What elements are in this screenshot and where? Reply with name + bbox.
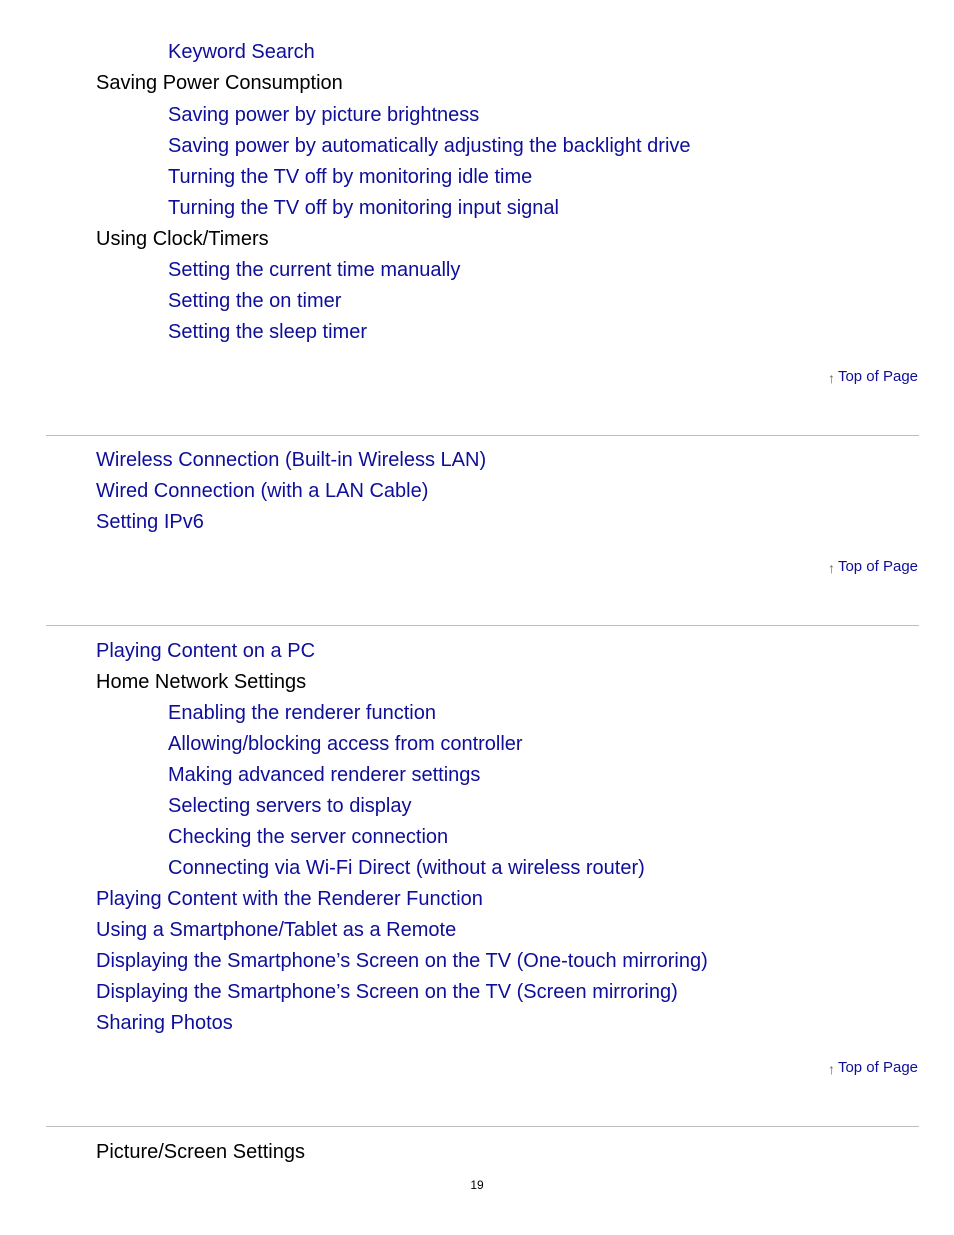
up-arrow-icon: ↑	[827, 560, 835, 576]
link-tv-off-idle-time[interactable]: Turning the TV off by monitoring idle time	[168, 166, 533, 188]
link-screen-mirroring[interactable]: Displaying the Smartphone’s Screen on the TV (Screen mirroring)	[96, 981, 678, 1003]
top-of-page-label: Top of Page	[837, 1059, 918, 1076]
heading-picture-screen-settings: Picture/Screen Settings	[96, 1141, 305, 1163]
link-setting-on-timer[interactable]: Setting the on timer	[168, 290, 342, 312]
link-saving-power-picture-brightness[interactable]: Saving power by picture brightness	[168, 104, 480, 126]
top-of-page-link[interactable]	[828, 368, 918, 387]
link-playing-content-pc[interactable]: Playing Content on a PC	[96, 640, 316, 662]
link-wireless-connection[interactable]: Wireless Connection (Built-in Wireless LAN)	[96, 449, 487, 471]
link-allowing-blocking-access[interactable]: Allowing/blocking access from controller	[168, 733, 523, 755]
page-number: 19	[470, 1178, 484, 1192]
top-of-page-label: Top of Page	[837, 368, 918, 385]
link-setting-sleep-timer[interactable]: Setting the sleep timer	[168, 321, 367, 343]
link-renderer-function[interactable]: Playing Content with the Renderer Function	[96, 888, 483, 910]
link-sharing-photos[interactable]: Sharing Photos	[96, 1012, 233, 1034]
link-smartphone-remote[interactable]: Using a Smartphone/Tablet as a Remote	[96, 919, 457, 941]
link-checking-server-connection[interactable]: Checking the server connection	[168, 826, 449, 848]
top-of-page-label: Top of Page	[837, 558, 918, 575]
link-advanced-renderer-settings[interactable]: Making advanced renderer settings	[168, 764, 481, 786]
heading-using-clock-timers: Using Clock/Timers	[96, 228, 269, 250]
link-saving-power-backlight-drive[interactable]: Saving power by automatically adjusting the backlight drive	[168, 135, 691, 157]
link-enabling-renderer[interactable]: Enabling the renderer function	[168, 702, 436, 724]
up-arrow-icon: ↑	[827, 370, 835, 386]
section-divider	[46, 625, 919, 626]
up-arrow-icon: ↑	[827, 1061, 835, 1077]
top-of-page-link[interactable]	[828, 558, 918, 577]
link-selecting-servers[interactable]: Selecting servers to display	[168, 795, 412, 817]
section-divider	[46, 1126, 919, 1127]
link-wired-connection[interactable]: Wired Connection (with a LAN Cable)	[96, 480, 429, 502]
link-setting-ipv6[interactable]: Setting IPv6	[96, 511, 204, 533]
link-tv-off-input-signal[interactable]: Turning the TV off by monitoring input signal	[168, 197, 559, 219]
top-of-page-link[interactable]	[828, 1059, 918, 1078]
section-divider	[46, 435, 919, 436]
link-setting-current-time[interactable]: Setting the current time manually	[168, 259, 461, 281]
link-wifi-direct[interactable]: Connecting via Wi-Fi Direct (without a wireless router)	[168, 857, 645, 879]
link-one-touch-mirroring[interactable]: Displaying the Smartphone’s Screen on the TV (One-touch mirroring)	[96, 950, 708, 972]
link-keyword-search[interactable]: Keyword Search	[168, 41, 315, 63]
heading-home-network-settings: Home Network Settings	[96, 671, 307, 693]
heading-saving-power-consumption: Saving Power Consumption	[96, 72, 343, 94]
